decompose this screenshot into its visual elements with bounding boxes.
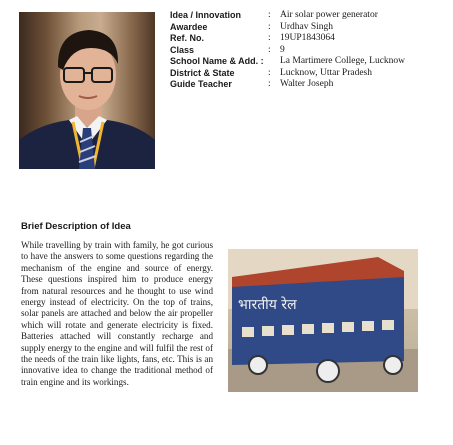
detail-value: Air solar power generator (280, 10, 378, 20)
train-model-photo (228, 249, 418, 392)
detail-colon: : (268, 79, 271, 89)
detail-row-district (170, 68, 448, 80)
detail-colon: : (268, 33, 271, 43)
detail-value: Walter Joseph (280, 79, 334, 89)
detail-label: Awardee (170, 21, 208, 32)
detail-row-awardee (170, 22, 448, 34)
detail-row-class (170, 45, 448, 57)
detail-value: 19UP1843064 (280, 33, 335, 43)
section-title: Brief Description of Idea (21, 221, 131, 232)
detail-colon: : (268, 21, 271, 32)
awardee-details (170, 10, 448, 91)
detail-row-guide (170, 79, 448, 91)
detail-row-ref (170, 33, 448, 45)
detail-colon: : (268, 67, 271, 78)
detail-value: Lucknow, Uttar Pradesh (280, 67, 372, 78)
detail-label: Class (170, 44, 195, 55)
idea-description: While travelling by train with family, he got curious to have the answers to some questions regarding the mechanism of the engine and source of energy. These questions inspired him to produce energy from natural resources and he thought to use wind energy instead of electricity. On the top of trains, solar panels are attached and below the air propeller which will rotate and generate electricity is fixed. Batteries attached will constantly recharge and supply energy to the engine and will fulfil the rest of the needs of the train like lights, fans, etc. This is an innovative idea to change the traditional method of train engine and its workings. (21, 240, 213, 387)
detail-label: District & State (170, 67, 235, 78)
detail-row-school (170, 56, 448, 68)
detail-label: Guide Teacher (170, 79, 232, 89)
train-model-illustration (228, 249, 418, 392)
detail-value: Urdhav Singh (280, 21, 334, 32)
detail-value: La Martimere College, Lucknow (280, 56, 406, 66)
detail-label: School Name & Add. : (170, 56, 264, 66)
detail-label: Idea / Innovation (170, 10, 242, 20)
detail-row-idea (170, 10, 448, 22)
portrait-illustration (19, 12, 155, 169)
awardee-photo (19, 12, 155, 169)
detail-colon: : (268, 10, 271, 20)
model-sign-text: भारतीय रेल (238, 297, 297, 313)
detail-colon: : (268, 44, 271, 55)
detail-value: 9 (280, 44, 285, 55)
detail-label: Ref. No. (170, 33, 205, 43)
